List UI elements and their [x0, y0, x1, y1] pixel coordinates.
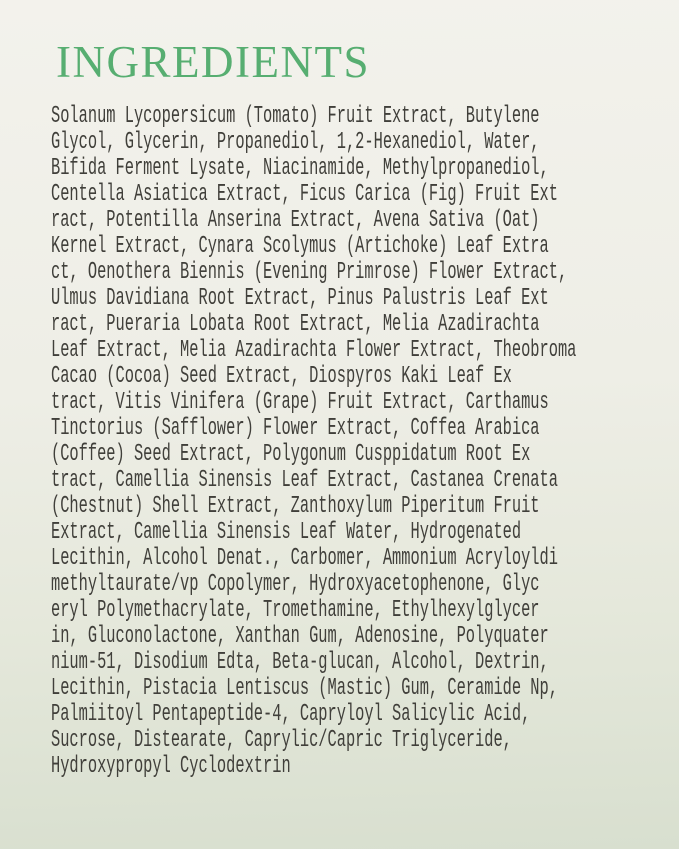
ingredients-line: Solanum Lycopersicum (Tomato) Fruit Extract, Butylene	[51, 103, 540, 130]
ingredients-line: Palmiitoyl Pentapeptide-4, Capryloyl Salicylic Acid,	[51, 701, 531, 728]
ingredients-line: Leaf Extract, Melia Azadirachta Flower Extract, Theobroma	[51, 337, 577, 364]
ingredients-line: Lecithin, Alcohol Denat., Carbomer, Ammonium Acryloyldi	[51, 545, 558, 572]
ingredients-line: Tinctorius (Safflower) Flower Extract, Coffea Arabica	[51, 415, 540, 442]
ingredients-line: ract, Potentilla Anserina Extract, Avena Sativa (Oat)	[51, 207, 540, 234]
ingredients-line: Lecithin, Pistacia Lentiscus (Mastic) Gum, Ceramide Np,	[51, 675, 558, 702]
ingredients-line: methyltaurate/vp Copolymer, Hydroxyacetophenone, Glyc	[51, 571, 540, 598]
ingredients-text	[51, 104, 679, 780]
ingredients-line: Extract, Camellia Sinensis Leaf Water, Hydrogenated	[51, 519, 522, 546]
ingredients-line: tract, Camellia Sinensis Leaf Extract, Castanea Crenata	[51, 467, 558, 494]
ingredients-line: tract, Vitis Vinifera (Grape) Fruit Extract, Carthamus	[51, 389, 549, 416]
ingredients-line: ract, Pueraria Lobata Root Extract, Melia Azadirachta	[51, 311, 540, 338]
ingredients-line: eryl Polymethacrylate, Tromethamine, Ethylhexylglycer	[51, 597, 540, 624]
ingredients-line: (Coffee) Seed Extract, Polygonum Cusppidatum Root Ex	[51, 441, 531, 468]
ingredients-line: Glycol, Glycerin, Propanediol, 1,2-Hexanediol, Water,	[51, 129, 540, 156]
ingredients-line: Centella Asiatica Extract, Ficus Carica (Fig) Fruit Ext	[51, 181, 558, 208]
ingredients-line: Bifida Ferment Lysate, Niacinamide, Methylpropanediol,	[51, 155, 549, 182]
ingredients-line: (Chestnut) Shell Extract, Zanthoxylum Piperitum Fruit	[51, 493, 540, 520]
ingredients-line: Sucrose, Distearate, Caprylic/Capric Triglyceride,	[51, 727, 512, 754]
ingredients-line: Hydroxypropyl Cyclodextrin	[51, 753, 291, 780]
ingredients-line: in, Gluconolactone, Xanthan Gum, Adenosine, Polyquater	[51, 623, 549, 650]
ingredients-line: ct, Oenothera Biennis (Evening Primrose) Flower Extract,	[51, 259, 568, 286]
ingredients-line: nium-51, Disodium Edta, Beta-glucan, Alcohol, Dextrin,	[51, 649, 549, 676]
page-title: INGREDIENTS	[56, 37, 370, 87]
ingredients-line: Ulmus Davidiana Root Extract, Pinus Palustris Leaf Ext	[51, 285, 549, 312]
ingredients-line: Kernel Extract, Cynara Scolymus (Artichoke) Leaf Extra	[51, 233, 549, 260]
ingredients-line: Cacao (Cocoa) Seed Extract, Diospyros Kaki Leaf Ex	[51, 363, 512, 390]
